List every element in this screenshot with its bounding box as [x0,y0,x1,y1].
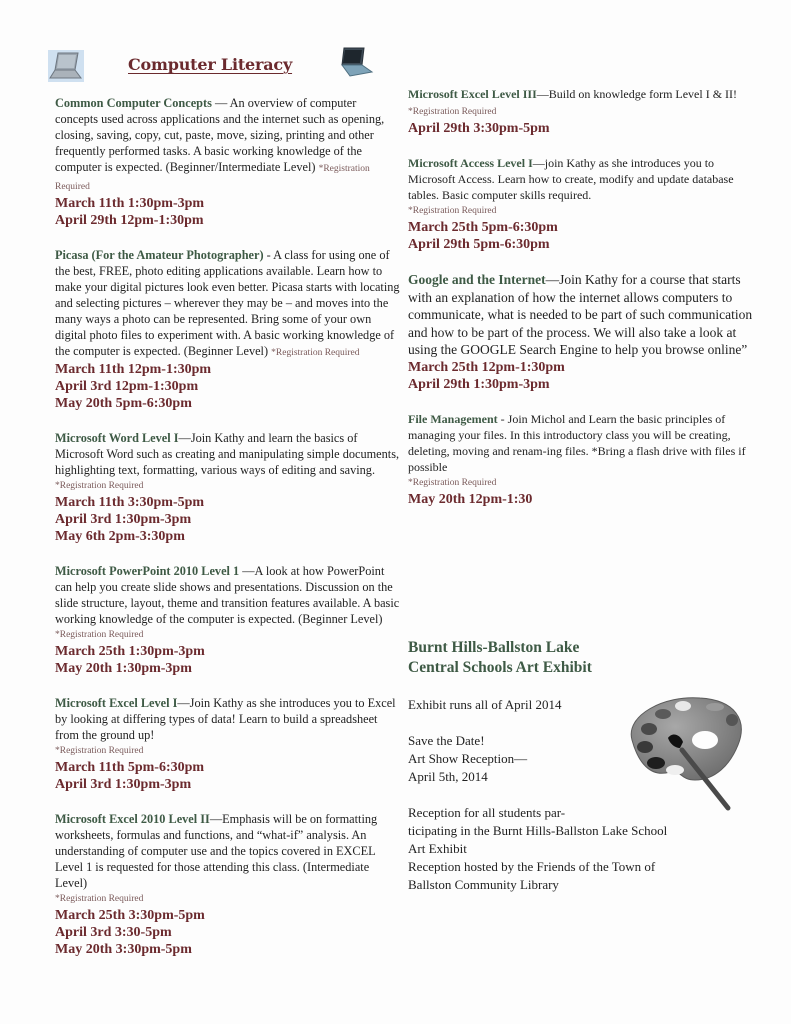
course-picasa [55,247,400,412]
course-date: May 20th 12pm-1:30 [408,491,533,507]
paint-palette-icon [620,690,750,815]
course-excel-level-1 [55,695,400,793]
left-column [55,95,400,976]
registration-note: *Registration Required [55,746,144,756]
art-exhibit-title: Central Schools Art Exhibit [408,659,592,676]
course-powerpoint-level-1 [55,563,400,677]
course-date: March 11th 3:30pm-5pm [55,495,205,510]
course-description: —Join Kathy for a course that starts with an explanation of how the internet allows computers to communicate, what is needed to be part of such communication and how to be part of the process. We will also take a look at using the GOOGLE Search Engine to help you browse online” [408,272,753,357]
course-name: File Management [408,411,498,426]
course-description: —Join Kathy and learn the basics of Microsoft Word such as creating and manipulating simple documents, highlighting text, formatting, various ways of editing and saving. [55,431,400,477]
course-dates [408,359,753,393]
reception-label: Art Show Reception— [408,751,528,766]
page-title: Computer Literacy [128,55,293,74]
course-access-level-1 [408,155,753,253]
course-common-computer-concepts [55,95,400,229]
course-description: —join Kathy as she introduces you to Microsoft Access. Learn how to create, modify and update database tables. Basic computer skills required. [408,156,734,202]
course-dates [55,494,400,545]
course-name: Microsoft Word Level I [55,431,179,445]
course-date: April 29th 3:30pm-5pm [408,121,550,136]
course-description: —A look at how PowerPoint can help you create slide shows and presentations. Discussion on the slide structure, layout, theme and transition features available. A basic working knowledge of the computer is expected. (Beginner Level) [55,564,400,626]
course-date: April 3rd 1:30pm-3pm [55,777,192,792]
course-dates [55,759,400,793]
course-date: April 3rd 1:30pm-3pm [55,512,192,527]
art-exhibit-title: Burnt Hills-Ballston Lake [408,639,580,656]
course-description: —Join Kathy as she introduces you to Excel by looking at differing types of data! Learn to build a spreadsheet from the ground up! [55,696,396,742]
course-excel-level-2 [55,811,400,958]
reception-description: Reception for all students par- [408,805,566,820]
registration-note: *Registration Required [271,348,360,358]
course-dates [55,643,400,677]
reception-description: ticipating in the Burnt Hills-Ballston Lake School [408,823,668,838]
course-date: March 25th 3:30pm-5pm [55,908,205,923]
course-date: April 29th 5pm-6:30pm [408,237,550,252]
course-name: Common Computer Concepts [55,96,212,110]
course-name: Microsoft Excel 2010 Level II [55,812,210,826]
course-dates [55,195,400,229]
course-date: May 20th 5pm-6:30pm [55,396,192,411]
reception-description: Art Exhibit [408,841,467,856]
course-description: - A class for using one of the best, FREE, photo editing applications available. Learn how to make your digital pictures look even better. Picasa starts with locating and selecting pictures – wherever they may be – and moves into the many ways a photo can be represented. Bring some of your own digital photo files to experiment with. A basic working knowledge of the computer is expected. (Beginner Level) [55,248,400,358]
course-date: March 11th 5pm-6:30pm [55,760,205,775]
course-excel-level-3 [408,86,753,137]
course-description: — An overview of computer concepts used across applications and the internet such as opening, closing, saving, copy, cut, paste, move, sizing, printing and other frequently performed tasks. A basic working knowledge of the computer is expected. (Beginner/Intermediate Level) [55,96,385,174]
course-date: May 6th 2pm-3:30pm [55,529,185,544]
course-date: March 25th 12pm-1:30pm [408,359,565,375]
course-dates [408,491,753,508]
course-dates [408,120,753,137]
course-dates [55,907,400,958]
course-date: March 11th 1:30pm-3pm [55,196,205,211]
registration-note: *Registration Required [408,206,497,216]
course-dates [408,219,753,253]
course-date: March 25th 5pm-6:30pm [408,220,558,235]
header [48,46,378,86]
course-date: April 29th 12pm-1:30pm [55,213,204,228]
course-description: —Emphasis will be on formatting worksheets, formulas and functions, and “what-if” analysis. An understanding of computer use and the topics covered in EXCEL Level 1 is requested for those attending this class. (Intermediate Level) [55,812,378,890]
course-name: Microsoft Excel Level III [408,87,537,101]
course-name: Microsoft PowerPoint 2010 Level 1 [55,564,240,578]
right-column [408,86,753,526]
registration-note: *Registration Required [55,894,144,904]
course-file-management [408,411,753,508]
reception-host: Ballston Community Library [408,877,559,892]
course-name: Google and the Internet [408,272,546,287]
reception-host: Reception hosted by the Friends of the Town of [408,859,656,874]
registration-note: *Registration Required [408,107,497,117]
course-google-internet [408,271,753,393]
course-name: Picasa (For the Amateur Photographer) [55,248,264,262]
course-name: Microsoft Access Level I [408,156,533,170]
course-dates [55,361,400,412]
course-date: May 20th 1:30pm-3pm [55,661,192,676]
reception-date: April 5th, 2014 [408,769,488,784]
registration-note: *Registration Required [408,477,497,488]
course-date: May 20th 3:30pm-5pm [55,942,192,957]
course-date: April 3rd 3:30-5pm [55,925,172,940]
save-the-date: Save the Date! [408,733,485,748]
course-description: —Build on knowledge form Level I & II! [536,87,738,101]
course-date: April 3rd 12pm-1:30pm [55,379,199,394]
course-date: March 11th 12pm-1:30pm [55,362,212,377]
course-word-level-1 [55,430,400,545]
registration-note: *Registration Required [55,481,144,491]
registration-note: *Registration Required [55,164,370,192]
course-date: April 29th 1:30pm-3pm [408,376,550,392]
laptop-icon [338,46,374,78]
course-date: March 25th 1:30pm-3pm [55,644,205,659]
exhibit-runs: Exhibit runs all of April 2014 [408,697,562,712]
laptop-icon [48,50,84,82]
course-description: - Join Michol and Learn the basic principles of managing your files. In this introductory class you will be creating, deleting, moving and renam-ing files. *Bring a flash drive with files if possible [408,411,746,474]
registration-note: *Registration Required [55,630,144,640]
course-name: Microsoft Excel Level I [55,696,178,710]
